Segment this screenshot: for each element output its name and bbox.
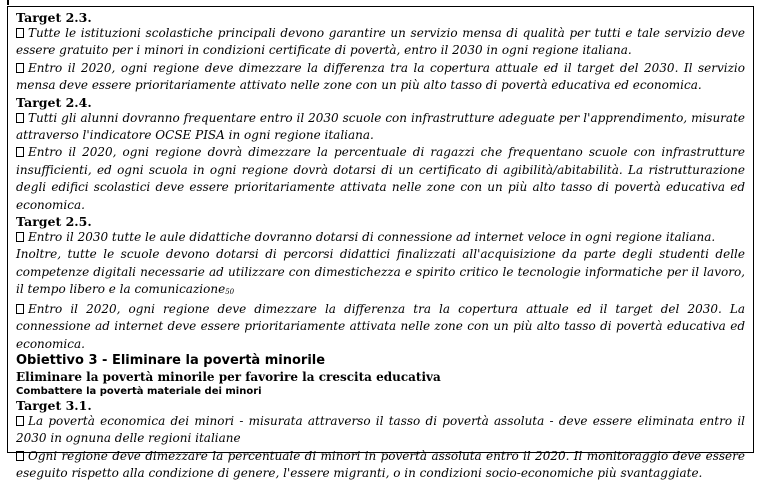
footnote-ref: 50 [225,288,235,297]
checkbox-bullet-icon [16,451,24,461]
checkbox-bullet-icon [16,304,24,314]
target-2-3-heading: Target 2.3. [16,10,92,25]
target-2-5-heading: Target 2.5. [16,214,92,230]
target-2-4-item-1: Tutti gli alunni dovranno frequentare entro il 2030 scuole con infrastrutture adeguate per l'apprendimento, misurate attraverso l'indicatore OCSE PISA in ogni regione italiana. [16,110,745,143]
checkbox-bullet-icon [16,28,24,38]
objective-3-subtitle: Eliminare la povertà minorile per favorire la crescita educativa [16,369,441,384]
checkbox-bullet-icon [16,113,24,123]
target-2-5-item-1: Entro il 2030 tutte le aule didattiche dovranno dotarsi di connessione ad internet veloce in ogni regione italiana. [16,229,745,246]
page-top-mark [7,0,9,5]
target-3-1-item-2: Ogni regione deve dimezzare la percentuale di minori in povertà assoluta entro il 2020. Il monitoraggio deve essere eseguito rispetto alla condizione di genere, l'essere migranti, o in condizioni socio-economiche più svantaggiate. [16,448,745,481]
objective-3-title: Obiettivo 3 - Eliminare la povertà minorile [16,352,326,368]
target-2-4-heading: Target 2.4. [16,94,92,110]
checkbox-bullet-icon [16,63,24,73]
target-3-1-item-1: La povertà economica dei minori - misurata attraverso il tasso di povertà assoluta - deve essere eliminata entro il 2030 in ognuna delle regioni italiane [16,413,745,446]
target-2-4-item-2: Entro il 2020, ogni regione dovrà dimezzare la percentuale di ragazzi che frequentano scuole con infrastrutture insufficienti, ed ogni scuola in ogni regione dovrà dotarsi di un certificato di agibilità/abitabilità. La ristrutturazione degli edifici scolastici deve essere prioritariamente attivata nelle zone con un più alto tasso di povertà educativa ed economica. [16,145,745,212]
checkbox-bullet-icon [16,232,24,242]
target-2-3-item-2: Entro il 2020, ogni regione deve dimezzare la differenza tra la copertura attuale ed il target del 2030. Il servizio mensa deve essere prioritariamente attivato nelle zone con un più alto tasso di povertà educativa ed economica. [16,60,745,93]
target-2-5-extra: Inoltre, tutte le scuole devono dotarsi di percorsi didattici finalizzati all'acquisizione da parte degli studenti delle competenze digitali necessarie ad utilizzare con dimestichezza e spirito critico le tecnologie informatiche per il lavoro, il tempo libero e la comunicazione$^{50}$ [16,247,745,297]
document-box [7,6,754,481]
target-2-5-item-2: Entro il 2020, ogni regione deve dimezzare la differenza tra la copertura attuale ed il target del 2030. La connessione ad internet deve essere prioritariamente attivata nelle zone con un più alto tasso di povertà educativa ed economica. [16,301,745,351]
target-3-1-heading: Target 3.1. [16,397,92,413]
checkbox-bullet-icon [16,416,24,426]
target-2-3-item-1: Tutte le istituzioni scolastiche principali devono garantire un servizio mensa di qualità per tutti e tale servizio deve essere gratuito per i minori in condizioni certificate di povertà, entro il 2030 in ogni regione italiana. [16,26,745,58]
objective-3-subsubtitle: Combattere la povertà materiale dei minori [16,385,262,397]
checkbox-bullet-icon [16,147,24,157]
